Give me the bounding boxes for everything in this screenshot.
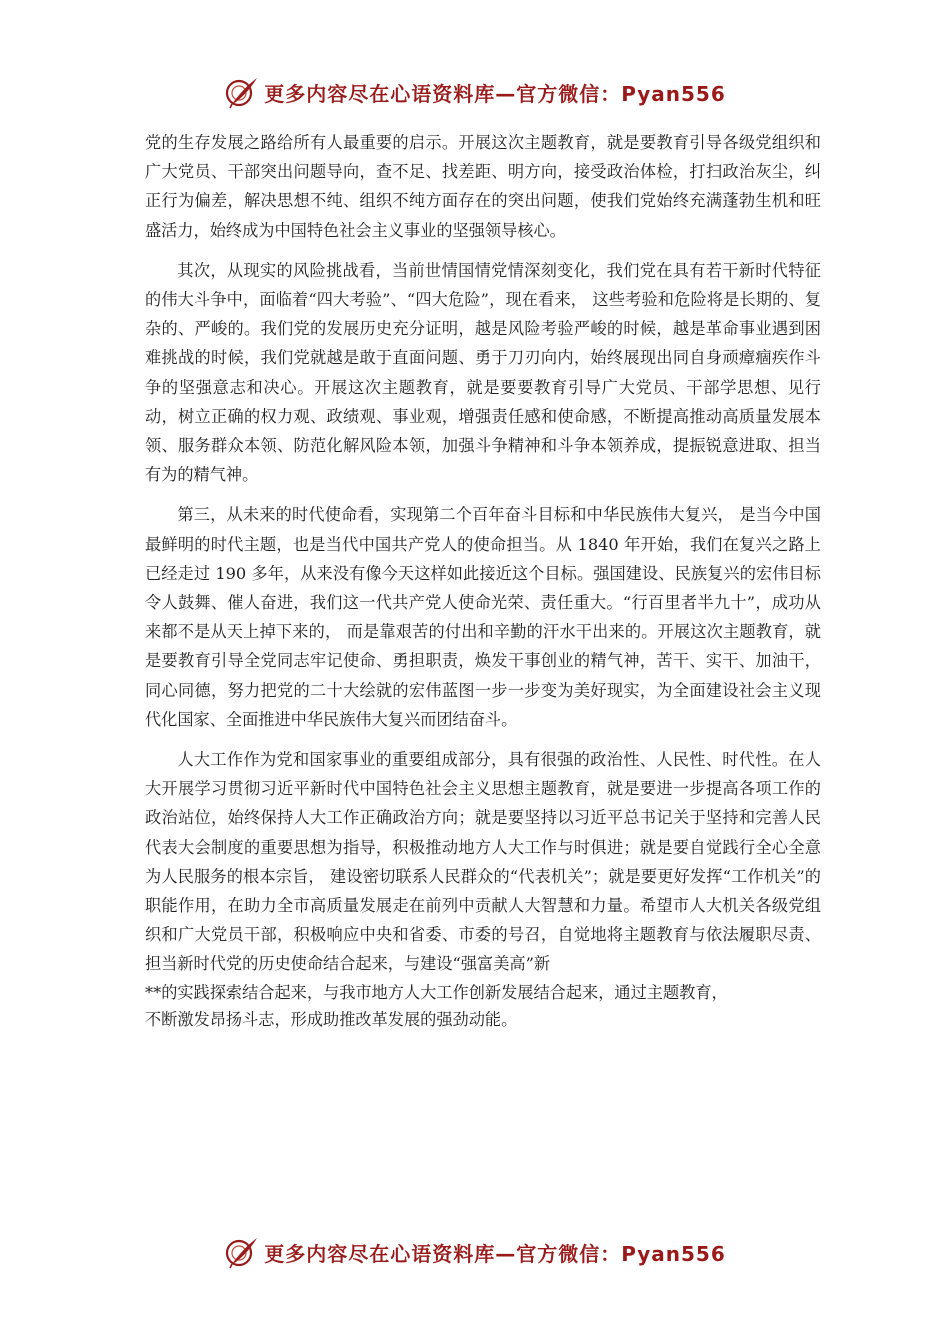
footer-banner: [0, 1230, 950, 1274]
trailing-line-1: **的实践探索结合起来，与我市地方人大工作创新发展结合起来，通过主题教育，: [145, 982, 728, 1002]
footer-banner-text: 更多内容尽在心语资料库—官方微信：Pyan556: [264, 1241, 726, 1266]
paragraph-3: 第三，从未来的时代使命看，实现第二个百年奋斗目标和中华民族伟大复兴， 是当今中国最鲜明的时代主题，也是当代中国共产党人的使命担当。从 1840 年开始，我们在复兴之路上已经走过 190 多年，从来没有像今天这样如此接近这个目标。强国建设、民族复兴的宏伟目标令人鼓舞、催人奋进，我们这一代共产党人使命光荣、责任重大。“行百里者半九十”，成功从来都不是从天上掉下来的， 而是靠艰苦的付出和辛勤的汗水干出来的。开展这次主题教育，就是要教育引导全党同志牢记使命、勇担职责，焕发干事创业的精气神，苦干、实干、加油干， 同心同德，努力把党的二十大绘就的宏伟蓝图一步一步变为美好现实，为全面建设社会主义现代化国家、全面推进中华民族伟大复兴而团结奋斗。: [145, 505, 821, 729]
paragraph-2: 其次，从现实的风险挑战看，当前世情国情党情深刻变化，我们党在具有若干新时代特征的伟大斗争中，面临着“四大考验”、“四大危险”，现在看来， 这些考验和危险将是长期的、复杂的、严峻的。我们党的发展历史充分证明，越是风险考验严峻的时候，越是革命事业遇到困难挑战的时候，我们党就越是敢于直面问题、勇于刀刃向内，始终展现出同自身顽瘴痼疾作斗争的坚强意志和决心。开展这次主题教育，就是要要教育引导广大党员、干部学思想、见行动，树立正确的权力观、政绩观、事业观，增强责任感和使命感，不断提高推动高质量发展本领、服务群众本领、防范化解风险本领，加强斗争精神和斗争本领养成，提振锐意进取、担当有为的精气神。: [145, 260, 821, 485]
header-banner: [0, 70, 950, 114]
paragraph-4: 人大工作作为党和国家事业的重要组成部分，具有很强的政治性、人民性、时代性。在人大开展学习贯彻习近平新时代中国特色社会主义思想主题教育，就是要进一步提高各项工作的政治站位，始终保持人大工作正确政治方向；就是要坚持以习近平总书记关于坚持和完善人民代表大会制度的重要思想为指导，积极推动地方人大工作与时俱进；就是要自觉践行全心全意为人民服务的根本宗旨， 建设密切联系人民群众的“代表机关”；就是要更好发挥“工作机关”的职能作用，在助力全市高质量发展走在前列中贡献人大智慧和力量。希望市人大机关各级党组织和广大党员干部，积极响应中央和省委、市委的号召，自觉地将主题教育与依法履职尽责、担当新时代党的历史使命结合起来，与建设“强富美高”新: [145, 750, 821, 974]
trailing-line-2: 不断激发昂扬斗志，形成助推改革发展的强劲动能。: [145, 1009, 518, 1029]
paragraph-1: 党的生存发展之路给所有人最重要的启示。开展这次主题教育，就是要教育引导各级党组织和广大党员、干部突出问题导向，查不足、找差距、明方向，接受政治体检，打扫政治灰尘，纠正行为偏差，解决思想不纯、组织不纯方面存在的突出问题，使我们党始终充满蓬勃生机和旺盛活力，始终成为中国特色社会主义事业的坚强领导核心。: [145, 133, 821, 240]
quill-pen-icon: [224, 74, 260, 110]
quill-pen-icon: [224, 1234, 260, 1270]
document-body: [145, 128, 821, 1033]
header-banner-text: 更多内容尽在心语资料库—官方微信：Pyan556: [264, 81, 726, 106]
